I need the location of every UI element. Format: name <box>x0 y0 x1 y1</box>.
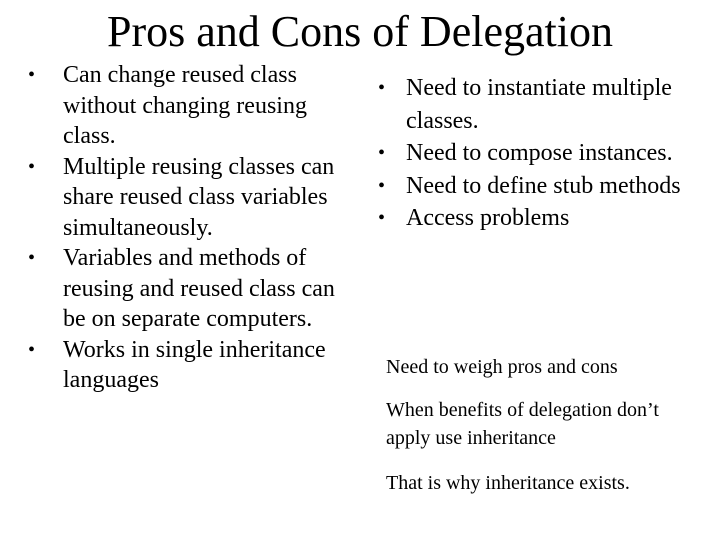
pros-item <box>28 335 358 396</box>
cons-item-text: Access problems <box>406 205 570 231</box>
pros-item-text: Variables and methods of reusing and reused class can be on separate computers. <box>63 245 335 332</box>
slide-title: Pros and Cons of Delegation <box>107 7 613 56</box>
bullet-icon: • <box>28 155 36 178</box>
bullet-icon: • <box>378 207 386 229</box>
cons-item <box>378 72 708 137</box>
bullet-icon: • <box>378 77 386 99</box>
pros-item <box>28 243 358 335</box>
bullet-icon: • <box>28 247 36 269</box>
bullet-icon: • <box>28 338 36 361</box>
note-conclusion: That is why inheritance exists. <box>386 472 630 494</box>
cons-item-text: Need to define stub methods <box>406 172 681 199</box>
pros-item-text: Works in single inheritance languages <box>63 336 326 393</box>
cons-list <box>378 72 708 235</box>
cons-item <box>378 137 708 170</box>
note-weigh: Need to weigh pros and cons <box>386 356 618 378</box>
bullet-icon: • <box>378 174 386 197</box>
cons-item <box>378 202 708 235</box>
bullet-icon: • <box>28 64 36 86</box>
cons-item-text: Need to instantiate multiple classes. <box>406 75 672 134</box>
cons-item-text: Need to compose instances. <box>406 140 673 166</box>
pros-item-text: Can change reused class without changing reusing class. <box>63 62 307 149</box>
pros-item <box>28 60 358 152</box>
pros-item-text: Multiple reusing classes can share reused class variables simultaneously. <box>63 153 335 241</box>
pros-item <box>28 152 358 244</box>
bullet-icon: • <box>378 142 386 164</box>
cons-item <box>378 170 708 203</box>
pros-list <box>28 60 358 396</box>
note-inheritance: When benefits of delegation don’t apply use inheritance <box>386 399 659 449</box>
